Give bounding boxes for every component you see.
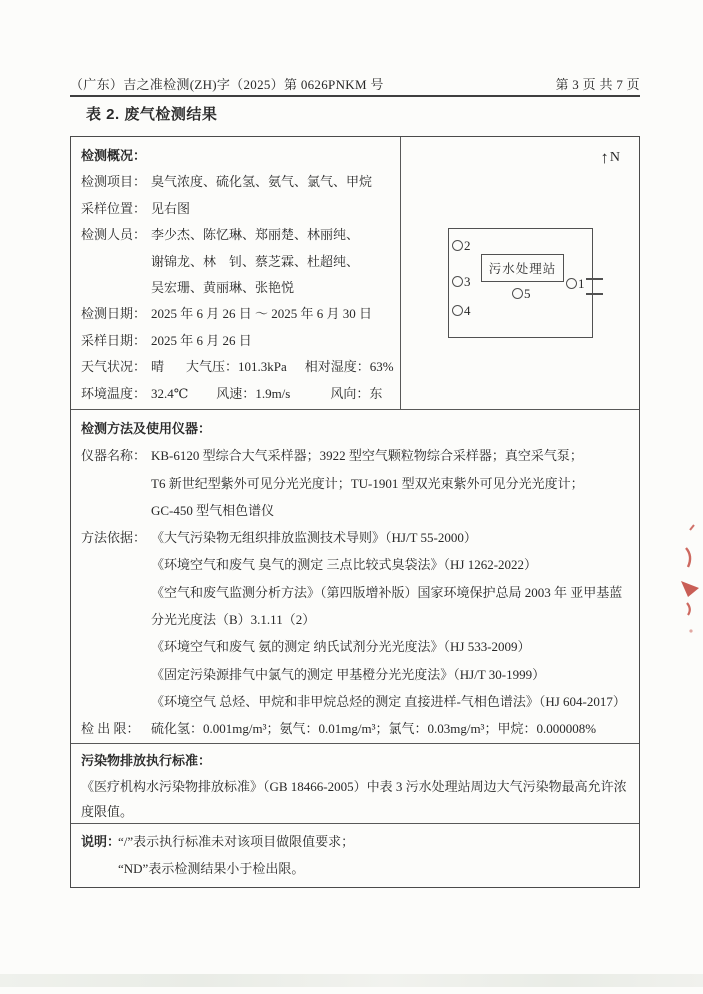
method-basis-row-cont [81, 688, 629, 715]
north-label: N [609, 149, 620, 165]
site-boundary [448, 228, 593, 338]
scan-edge-artifact [0, 974, 703, 987]
field-value: 李少杰、陈忆琳、郑丽楚、林丽纯、 [151, 227, 360, 243]
point-number: 4 [464, 303, 471, 318]
field-value: 2025 年 6 月 26 日 [151, 332, 252, 348]
standards-heading-row [81, 748, 629, 774]
project-row [81, 169, 390, 195]
field-value: 63% [369, 359, 394, 375]
point-circle-icon [512, 288, 523, 299]
field-value: 吴宏珊、黄丽琳、张艳悦 [151, 279, 295, 295]
notes-row [71, 824, 639, 887]
field-value: 《大气污染物无组织排放监测技术导则》（HJ/T 55-2000） [151, 530, 477, 546]
field-label: 采样位置： [81, 200, 147, 216]
field-value: 《环境空气和废气 臭气的测定 三点比较式臭袋法》（HJ 1262-2022） [151, 557, 538, 573]
field-label: 检 出 限： [81, 721, 140, 737]
field-label: 检测项目： [81, 174, 147, 190]
point-number: 1 [578, 276, 585, 291]
field-label: 大气压： [186, 359, 239, 375]
page-number: 第 3 页 共 7 页 [555, 77, 640, 92]
point-circle-icon [452, 305, 463, 316]
method-basis-row-cont [81, 579, 629, 634]
header-rule [70, 95, 640, 97]
page-header [70, 74, 640, 93]
field-label: 风向： [330, 385, 370, 401]
overview-heading-row [81, 143, 390, 169]
field-label: 采样日期： [81, 332, 147, 348]
station-label: 污水处理站 [488, 262, 557, 276]
section-heading: 污染物排放执行标准： [81, 753, 212, 768]
point-circle-icon [452, 240, 463, 251]
field-label: 风速： [216, 385, 256, 401]
table-title: 表 2. 废气检测结果 [86, 106, 218, 123]
personnel-row-cont [81, 249, 390, 275]
point-number: 5 [524, 286, 531, 301]
north-indicator [600, 149, 620, 166]
methods-heading-row [81, 415, 629, 442]
overview-row [71, 137, 639, 410]
field-value: T6 新世纪型紫外可见分光光度计；TU-1901 型双光束紫外可见分光光度计； [151, 475, 584, 491]
field-value: 《空气和废气监测分析方法》（第四版增补版）国家环境保护总局 2003 年 亚甲基蓝分光光度法（B）3.1.11（2） [151, 584, 623, 628]
sampling-point-2 [452, 239, 471, 252]
location-row [81, 196, 390, 222]
field-label: 检测日期： [81, 306, 147, 322]
field-value: 2025 年 6 月 26 日 ～ 2025 年 6 月 30 日 [151, 306, 373, 322]
temperature-row [81, 381, 390, 407]
red-seal-fragment [674, 518, 703, 643]
instruments-row [81, 442, 629, 469]
methods-row [71, 410, 639, 744]
method-basis-row-cont [81, 661, 629, 688]
field-value: 《固定污染源排气中氯气的测定 甲基橙分光光度法》（HJ/T 30-1999） [151, 666, 546, 682]
detection-limit-row [81, 715, 629, 742]
field-value: 谢锦龙、林 钊、蔡芝霖、杜超纯、 [151, 253, 360, 269]
field-label: 天气状况： [81, 359, 147, 375]
personnel-row [81, 222, 390, 248]
point-number: 3 [464, 274, 471, 289]
test-date-row [81, 301, 390, 327]
field-value: 《环境空气 总烃、甲烷和非甲烷总烃的测定 直接进样-气相色谱法》（HJ 604-2017） [151, 693, 626, 709]
instruments-row-cont [81, 470, 629, 497]
results-table [70, 136, 640, 888]
sampling-point-4 [452, 304, 471, 317]
notes-line1 [81, 829, 629, 856]
field-value: 《环境空气和废气 氨的测定 纳氏试剂分光光度法》（HJ 533-2009） [151, 639, 531, 655]
sampling-date-row [81, 328, 390, 354]
field-label: 方法依据： [81, 530, 147, 546]
overview-cell [71, 137, 401, 409]
field-value: 硫化氢：0.001mg/m³；氨气：0.01mg/m³；氯气：0.03mg/m³；甲烷：0.000008% [151, 721, 597, 737]
instruments-row-cont [81, 497, 629, 524]
personnel-row-cont [81, 275, 390, 301]
doc-number: （广东）吉之准检测(ZH)字（2025）第 0626PNKM 号 [70, 77, 384, 92]
method-basis-row [81, 524, 629, 551]
field-value: “ND”表示检测结果小于检出限。 [118, 860, 305, 876]
sampling-point-5 [512, 287, 531, 300]
field-value: 见右图 [151, 200, 191, 216]
gate-mark [586, 293, 603, 295]
field-label: 相对湿度： [304, 359, 370, 375]
field-value: 101.3kPa [238, 359, 287, 375]
method-basis-row-cont [81, 551, 629, 578]
weather-row [81, 354, 394, 380]
point-circle-icon [452, 276, 463, 287]
sampling-point-1 [566, 277, 585, 290]
point-circle-icon [566, 278, 577, 289]
method-basis-row-cont [81, 633, 629, 660]
field-label: 说明： [81, 834, 121, 849]
field-value: 东 [369, 385, 383, 401]
notes-line2 [81, 856, 629, 883]
field-value: 晴 [151, 359, 165, 375]
north-arrow-icon: ↑ [600, 148, 609, 167]
field-value: “/”表示执行标准未对该项目做限值要求； [118, 834, 355, 849]
field-label: 仪器名称： [81, 448, 147, 464]
site-diagram [401, 137, 639, 409]
section-heading: 检测方法及使用仪器： [81, 421, 212, 436]
field-value: 臭气浓度、硫化氢、氨气、氯气、甲烷 [151, 174, 373, 190]
field-label: 检测人员： [81, 227, 147, 243]
point-number: 2 [464, 238, 471, 253]
standards-row [71, 744, 639, 824]
section-heading: 检测概况： [81, 148, 147, 163]
field-label: 环境温度： [81, 385, 147, 401]
field-value: 1.9m/s [255, 385, 291, 401]
standards-body: 《医疗机构水污染物排放标准》（GB 18466-2005）中表 3 污水处理站周边大气污染物最高允许浓度限值。 [81, 778, 627, 819]
field-value: GC-450 型气相色谱仪 [151, 502, 275, 518]
gate-mark [586, 278, 603, 280]
field-value: 32.4℃ [151, 385, 189, 401]
field-value: KB-6120 型综合大气采样器；3922 型空气颗粒物综合采样器；真空采气泵； [151, 448, 583, 464]
station-box [481, 254, 564, 282]
sampling-point-3 [452, 275, 471, 288]
